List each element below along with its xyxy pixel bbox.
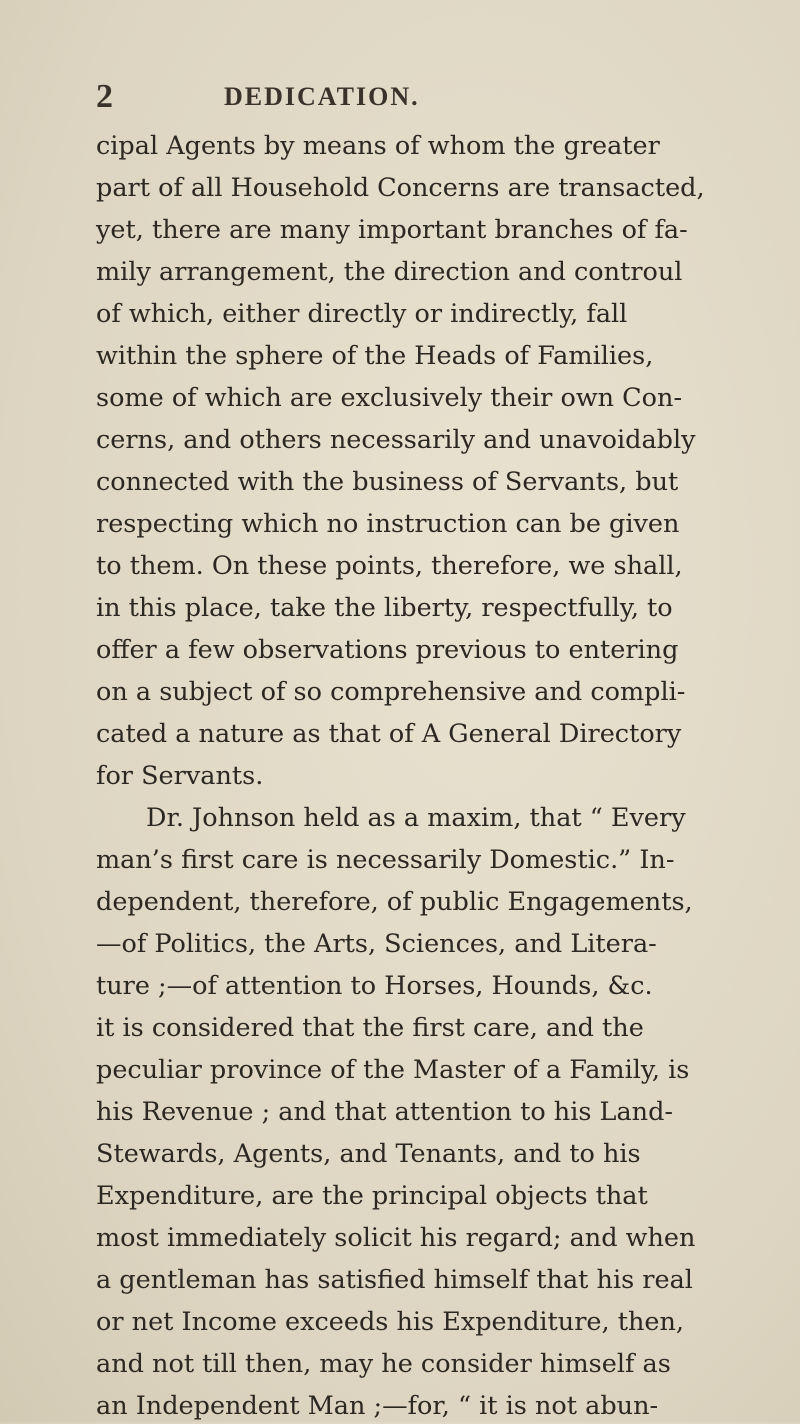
text-line: Stewards, Agents, and Tenants, and to his (96, 1139, 641, 1169)
text-line: mily arrangement, the direction and controul (96, 257, 683, 287)
text-line: peculiar province of the Master of a Family, is (96, 1055, 690, 1085)
text-line: or net Income exceeds his Expenditure, then, (96, 1307, 685, 1337)
text-line: within the sphere of the Heads of Families, (96, 341, 654, 371)
text-line: connected with the business of Servants, but (96, 467, 679, 497)
text-line: on a subject of so comprehensive and compli- (96, 677, 686, 707)
text-line: offer a few observations previous to entering (96, 635, 679, 665)
text-line: of which, either directly or indirectly, fall (96, 299, 628, 329)
text-line: it is considered that the first care, and the (96, 1013, 644, 1043)
text-line: ture ;—of attention to Horses, Hounds, &c. (96, 971, 653, 1001)
text-line: and not till then, may he consider himself as (96, 1349, 671, 1379)
text-line: yet, there are many important branches of fa- (96, 215, 688, 245)
text-line: in this place, take the liberty, respectfully, to (96, 593, 673, 623)
page-number: 2 (96, 78, 113, 115)
text-line: most immediately solicit his regard; and when (96, 1223, 696, 1253)
text-line: his Revenue ; and that attention to his Land- (96, 1097, 674, 1127)
text-line: to them. On these points, therefore, we shall, (96, 551, 683, 581)
text-line: cerns, and others necessarily and unavoidably (96, 425, 696, 455)
text-line: cated a nature as that of A General Directory (96, 719, 682, 749)
text-line: some of which are exclusively their own Con- (96, 383, 683, 413)
text-line: Expenditure, are the principal objects that (96, 1181, 648, 1211)
text-line: a gentleman has satisfied himself that his real (96, 1265, 693, 1295)
text-line: part of all Household Concerns are transacted, (96, 173, 705, 203)
text-line: for Servants. (96, 761, 264, 791)
text-line: respecting which no instruction can be given (96, 509, 680, 539)
text-line: man’s first care is necessarily Domestic.” In- (96, 845, 675, 875)
page-header (96, 78, 760, 118)
text-line: Dr. Johnson held as a maxim, that “ Every (146, 803, 686, 833)
text-line: —of Politics, the Arts, Sciences, and Litera- (96, 929, 657, 959)
running-head: DEDICATION. (224, 82, 420, 111)
text-line: cipal Agents by means of whom the greater (96, 131, 660, 161)
text-line: dependent, therefore, of public Engagements, (96, 887, 693, 917)
text-line: an Independent Man ;—for, “ it is not abun- (96, 1391, 659, 1421)
